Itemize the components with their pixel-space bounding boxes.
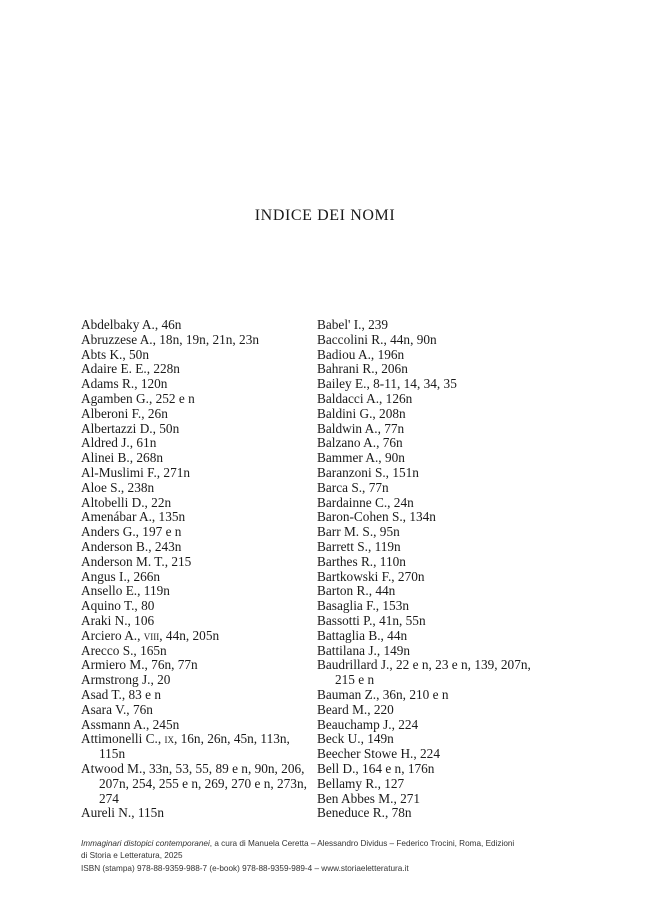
- isbn-line: ISBN (stampa) 978-88-9359-988-7 (e-book) 978-88-9359-989-4 – www.storiaeletteratura.it: [81, 863, 409, 873]
- index-entry: Beauchamp J., 224: [317, 716, 419, 732]
- index-entry: Al-Muslimi F., 271n: [81, 464, 191, 480]
- index-entry: Baldwin A., 77n: [317, 420, 405, 436]
- index-entry: Arciero A., viii, 44n, 205n: [81, 627, 220, 643]
- index-entry: Baldacci A., 126n: [317, 390, 413, 406]
- index-entry: Arecco S., 165n: [81, 642, 167, 658]
- index-entry: Balzano A., 76n: [317, 435, 403, 451]
- publisher-line: di Storia e Letteratura, 2025: [81, 851, 183, 861]
- index-entry: Bammer A., 90n: [317, 450, 405, 466]
- index-entry: Assmann A., 245n: [81, 716, 180, 732]
- index-entry: Battilana J., 149n: [317, 642, 411, 658]
- colophon-line-1: [81, 838, 581, 850]
- index-column-right: [317, 318, 549, 821]
- index-entry: Battaglia B., 44n: [317, 627, 408, 643]
- index-entry: Aureli N., 115n: [81, 805, 164, 821]
- index-entry: Baccolini R., 44n, 90n: [317, 331, 437, 347]
- index-entry: Albertazzi D., 50n: [81, 420, 180, 436]
- index-entry: Baudrillard J., 22 e n, 23 e n, 139, 207n, 215 e n: [317, 657, 531, 688]
- index-entry: Ansello E., 119n: [81, 583, 170, 599]
- index-entry: Anders G., 197 e n: [81, 524, 182, 540]
- index-entry: Angus I., 266n: [81, 568, 161, 584]
- index-entry: Amenábar A., 135n: [81, 509, 186, 525]
- index-entry: Armiero M., 76n, 77n: [81, 657, 198, 673]
- index-entry: Beneduce R., 78n: [317, 805, 412, 821]
- index-entry: Barca S., 77n: [317, 479, 389, 495]
- index-entry: Atwood M., 33n, 53, 55, 89 e n, 90n, 206, 207n, 254, 255 e n, 269, 270 e n, 273n, 274: [81, 760, 307, 806]
- index-entry: Baldini G., 208n: [317, 405, 406, 421]
- index-entry: Barton R., 44n: [317, 583, 396, 599]
- index-entry: Baron-Cohen S., 134n: [317, 509, 436, 525]
- index-entry: Barrett S., 119n: [317, 538, 401, 554]
- index-entry: Bassotti P., 41n, 55n: [317, 612, 426, 628]
- index-entry: Beck U., 149n: [317, 731, 394, 747]
- index-entry: Bell D., 164 e n, 176n: [317, 760, 435, 776]
- index-entry: Baranzoni S., 151n: [317, 464, 419, 480]
- index-entry: Bellamy R., 127: [317, 775, 405, 791]
- index-entry: Anderson B., 243n: [81, 538, 182, 554]
- index-entry: Alinei B., 268n: [81, 450, 163, 466]
- index-entry: Asad T., 83 e n: [81, 686, 162, 702]
- index-entry: Badiou A., 196n: [317, 346, 405, 362]
- index-entry: Asara V., 76n: [81, 701, 153, 717]
- index-column-left: [81, 318, 307, 821]
- index-entry: Anderson M. T., 215: [81, 553, 192, 569]
- book-credits: , a cura di Manuela Ceretta – Alessandro Dividus – Federico Trocini, Roma, Edizioni: [209, 839, 515, 848]
- index-entry: Adaire E. E., 228n: [81, 361, 180, 377]
- index-entry: Agamben G., 252 e n: [81, 390, 195, 406]
- index-entry: Babel' I., 239: [317, 317, 389, 332]
- index-entry: Aloe S., 238n: [81, 479, 155, 495]
- index-entry: Armstrong J., 20: [81, 672, 171, 688]
- index-entry: Abdelbaky A., 46n: [81, 317, 182, 332]
- book-title: Immaginari distopici contemporanei: [81, 839, 210, 848]
- index-entry: Abts K., 50n: [81, 346, 149, 362]
- index-entry: Abruzzese A., 18n, 19n, 21n, 23n: [81, 331, 260, 347]
- index-entry: Altobelli D., 22n: [81, 494, 172, 510]
- index-entry: Bartkowski F., 270n: [317, 568, 425, 584]
- index-entry: Araki N., 106: [81, 612, 155, 628]
- index-entry: Aldred J., 61n: [81, 435, 157, 451]
- index-entry: Bahrani R., 206n: [317, 361, 408, 377]
- index-entry: Bauman Z., 36n, 210 e n: [317, 686, 449, 702]
- index-entry: Adams R., 120n: [81, 376, 168, 392]
- index-entry: Barr M. S., 95n: [317, 524, 400, 540]
- index-entry: Barthes R., 110n: [317, 553, 406, 569]
- colophon: [81, 838, 581, 875]
- index-entry: Basaglia F., 153n: [317, 598, 410, 614]
- index-entry: Beard M., 220: [317, 701, 394, 717]
- index-entry: Attimonelli C., ix, 16n, 26n, 45n, 113n, 115n: [81, 731, 290, 762]
- index-entry: Aquino T., 80: [81, 598, 155, 614]
- index-entry: Bailey E., 8-11, 14, 34, 35: [317, 376, 457, 392]
- index-entry: Alberoni F., 26n: [81, 405, 168, 421]
- page-title: INDICE DEI NOMI: [254, 207, 396, 224]
- index-entry: Bardainne C., 24n: [317, 494, 414, 510]
- index-entry: Ben Abbes M., 271: [317, 790, 421, 806]
- index-entry: Beecher Stowe H., 224: [317, 746, 440, 762]
